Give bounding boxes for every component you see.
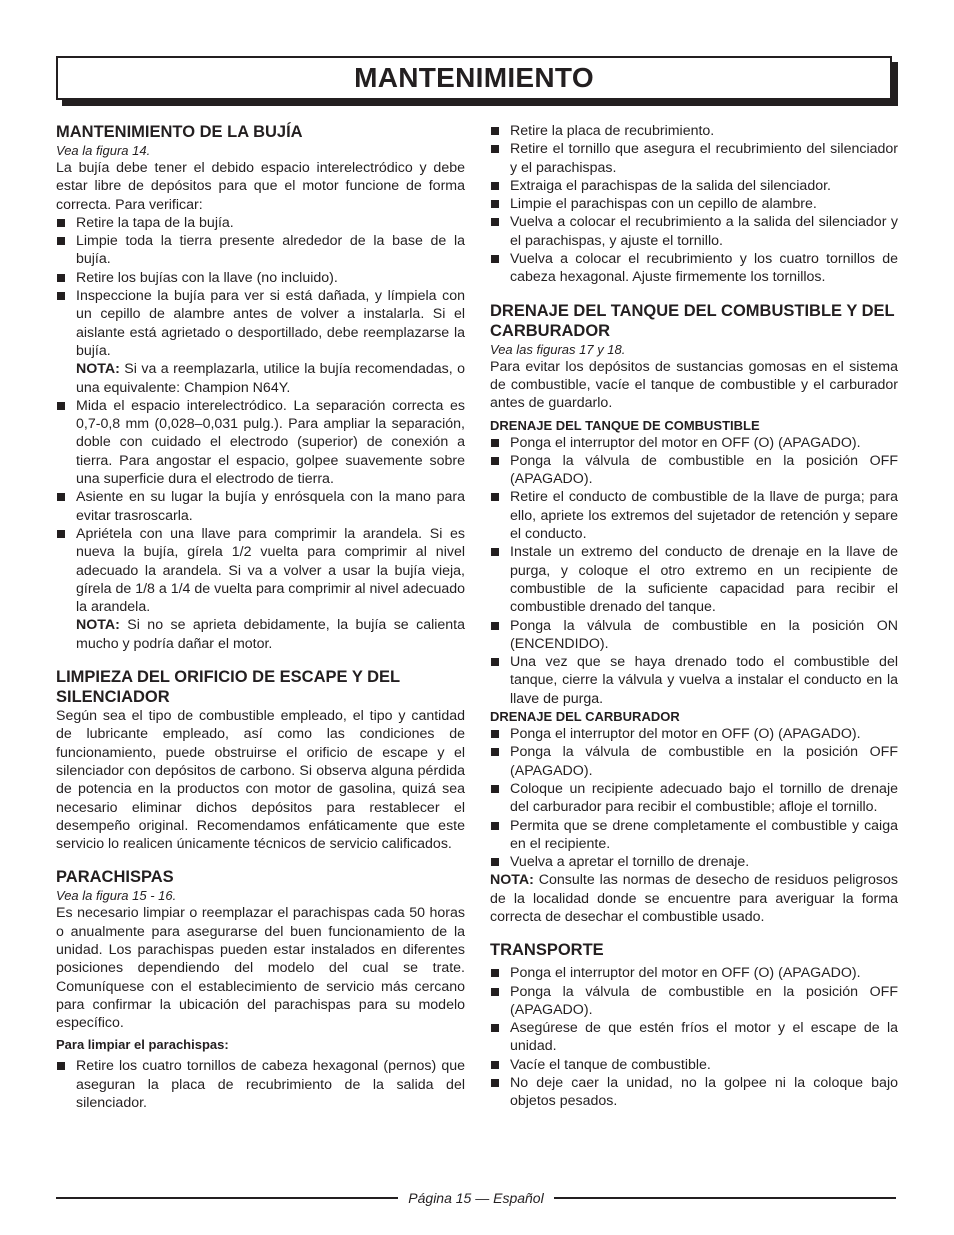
bullet-square-icon	[57, 402, 65, 410]
note: NOTA: Si no se aprieta debidamente, la bujía se calienta mucho y podría dañar el motor.	[76, 617, 465, 652]
list-item: Ponga el interruptor del motor en OFF (O) (APAGADO).	[490, 434, 898, 452]
bullet-square-icon	[491, 822, 499, 830]
note: NOTA: Consulte las normas de desecho de residuos peligrosos de la localidad donde se encuentre para averiguar la forma correcta de desechar el combustible usado.	[490, 872, 898, 925]
bullet-square-icon	[57, 292, 65, 300]
list-item: Ponga el interruptor del motor en OFF (O) (APAGADO).	[490, 725, 898, 743]
bullet-square-icon	[491, 730, 499, 738]
page-title: MANTENIMIENTO	[354, 62, 594, 93]
bullet-square-icon	[491, 1024, 499, 1032]
list-item: Vuelva a colocar el recubrimiento a la salida del silenciador y el parachispas, y ajuste el tornillo.	[490, 213, 898, 250]
bullet-square-icon	[491, 457, 499, 465]
list-item: Vuelva a apretar el tornillo de drenaje.	[490, 853, 898, 871]
bullet-square-icon	[491, 748, 499, 756]
list-item: Asiente en su lugar la bujía y enrósquela con la mano para evitar trasroscarla.	[56, 488, 465, 525]
section-heading-parachispas: PARACHISPAS	[56, 868, 174, 887]
list-item: Inspeccione la bujía para ver si está dañada, y límpiela con un cepillo de alambre antes de volver a instalarla. Si el aislante está agrietado o desportillado, debe reemplazarse la bujía.	[56, 287, 465, 360]
list-item: Asegúrese de que estén fríos el motor y el escape de la unidad.	[490, 1019, 898, 1056]
figure-ref: Vea la figura 15 - 16.	[56, 888, 177, 904]
list-item: Ponga la válvula de combustible en la posición OFF (APAGADO).	[490, 452, 898, 489]
subheading: DRENAJE DEL TANQUE DE COMBUSTIBLE	[490, 417, 760, 433]
paragraph: Es necesario limpiar o reemplazar el parachispas cada 50 horas o anualmente para asegurarse del buen funcionamiento de la unidad. Los parachispas pueden estar instalados en diferentes posiciones dependiendo del modelo del cual se trate. Comuníquese con el establecimiento de servicio más cercano para confirmar la ubicación del parachispas para su modelo específico.	[56, 905, 465, 1032]
bullet-square-icon	[491, 988, 499, 996]
section-heading-transporte: TRANSPORTE	[490, 941, 604, 960]
list-item: Limpie toda la tierra presente alrededor de la base de la bujía.	[56, 232, 465, 269]
bullet-list	[56, 397, 465, 617]
bullet-square-icon	[57, 274, 65, 282]
bullet-list	[490, 122, 898, 287]
bullet-square-icon	[57, 219, 65, 227]
footer-rule-left	[56, 1197, 398, 1199]
bullet-square-icon	[491, 255, 499, 263]
section-heading-escape: LIMPIEZA DEL ORIFICIO DE ESCAPE Y DEL SILENCIADOR	[56, 668, 400, 707]
bullet-square-icon	[57, 530, 65, 538]
bullet-square-icon	[491, 200, 499, 208]
bullet-list	[490, 964, 898, 1110]
list-item: Apriétela con una llave para comprimir la arandela. Si es nueva la bujía, gírela 1/2 vuelta para comprimir al nivel adecuado la arandela. Si va a volver a usar la bujía vieja, gírela de 1/8 a 1/4 de vuelta para comprimir al nivel adecuado la arandela.	[56, 525, 465, 616]
bullet-square-icon	[57, 237, 65, 245]
bullet-list	[56, 214, 465, 360]
list-item: Vuelva a colocar el recubrimiento y los cuatro tornillos de cabeza hexagonal. Ajuste firmemente los tornillos.	[490, 250, 898, 287]
bullet-square-icon	[491, 145, 499, 153]
bullet-square-icon	[491, 439, 499, 447]
list-item: Retire el conducto de combustible de la llave de purga; para ello, apriete los extremos del sujetador de retención y separe el conducto.	[490, 488, 898, 543]
list-item: Una vez que se haya drenado todo el combustible del tanque, cierre la válvula y vuelva a instalar el conducto en la llave de purga.	[490, 653, 898, 708]
bullet-square-icon	[491, 182, 499, 190]
page-footer	[56, 1188, 896, 1208]
list-item: No deje caer la unidad, no la golpee ni la coloque bajo objetos pesados.	[490, 1074, 898, 1111]
list-item: Instale un extremo del conducto de drenaje en la llave de purga, y coloque el otro extremo en un recipiente de combustible de la suficiente capacidad para recibir el combustible drenado del tanque.	[490, 543, 898, 616]
bullet-list	[56, 1057, 465, 1112]
paragraph: Para evitar los depósitos de sustancias gomosas en el sistema de combustible, vacíe el tanque de combustible y el carburador antes de guardarlo.	[490, 358, 898, 412]
paragraph: La bujía debe tener el debido espacio interelectródico y debe estar libre de depósitos para que el motor funcione de forma correcta. Para verificar:	[56, 160, 465, 213]
list-item: Retire la placa de recubrimiento.	[490, 122, 898, 140]
list-item: Mida el espacio interelectródico. La separación correcta es 0,7-0,8 mm (0,028–0,031 pulg.). Para ampliar la separación, doble con cuidado el electrodo (superior) de conexión a tierra. Para angostar el espacio, golpee suavemente sobre una superficie dura el electrodo de tierra.	[56, 397, 465, 488]
list-item: Extraiga el parachispas de la salida del silenciador.	[490, 177, 898, 195]
list-item: Ponga la válvula de combustible en la posición OFF (APAGADO).	[490, 743, 898, 780]
list-item: Ponga la válvula de combustible en la posición OFF (APAGADO).	[490, 983, 898, 1020]
list-item: Retire el tornillo que asegura el recubrimiento del silenciador y el parachispas.	[490, 140, 898, 177]
subheading: Para limpiar el parachispas:	[56, 1037, 229, 1053]
bullet-square-icon	[491, 1061, 499, 1069]
bullet-list	[490, 434, 898, 708]
list-item: Vacíe el tanque de combustible.	[490, 1056, 898, 1074]
bullet-square-icon	[491, 969, 499, 977]
bullet-square-icon	[491, 1079, 499, 1087]
note: NOTA: Si va a reemplazarla, utilice la bujía recomendadas, o una equivalente: Champion N64Y.	[76, 361, 465, 396]
bullet-square-icon	[491, 218, 499, 226]
list-item: Retire los cuatro tornillos de cabeza hexagonal (pernos) que aseguran la placa de recubrimiento de la salida del silenciador.	[56, 1057, 465, 1112]
list-item: Ponga la válvula de combustible en la posición ON (ENCENDIDO).	[490, 617, 898, 654]
subheading: DRENAJE DEL CARBURADOR	[490, 709, 680, 725]
bullet-square-icon	[57, 1062, 65, 1070]
bullet-square-icon	[491, 658, 499, 666]
figure-ref: Vea la figura 14.	[56, 143, 151, 158]
list-item: Coloque un recipiente adecuado bajo el tornillo de drenaje del carburador para recibir el combustible; afloje el tornillo.	[490, 780, 898, 817]
paragraph: Según sea el tipo de combustible empleado, el tipo y cantidad de lubricante empleado, así como las condiciones de funcionamiento, puede obstruirse el orificio de escape y el silenciador con depósitos de carbono. Si observa alguna pérdida de potencia en la productos con motor de gasolina, quizá sea necesario eliminar dichos depósitos para restablecer el desempeño original. Recomendamos enfáticamente que este servicio lo realicen únicamente técnicos de servicio calificados.	[56, 708, 465, 853]
list-item: Retire los bujías con la llave (no incluido).	[56, 269, 465, 287]
figure-ref: Vea las figuras 17 y 18.	[490, 341, 626, 357]
section-heading-bujia: MANTENIMIENTO DE LA BUJÍA	[56, 123, 303, 141]
list-item: Retire la tapa de la bujía.	[56, 214, 465, 232]
list-item: Ponga el interruptor del motor en OFF (O) (APAGADO).	[490, 964, 898, 982]
section-heading-drenaje: DRENAJE DEL TANQUE DEL COMBUSTIBLE Y DEL CARBURADOR	[490, 301, 895, 340]
bullet-square-icon	[491, 493, 499, 501]
bullet-list	[490, 725, 898, 871]
footer-rule-right	[554, 1197, 896, 1199]
bullet-square-icon	[491, 548, 499, 556]
bullet-square-icon	[491, 622, 499, 630]
page-number: Página 15 — Español	[408, 1190, 544, 1206]
bullet-square-icon	[491, 858, 499, 866]
right-column	[490, 122, 898, 1111]
bullet-square-icon	[57, 493, 65, 501]
list-item: Permita que se drene completamente el combustible y caiga en el recipiente.	[490, 817, 898, 854]
left-column	[56, 122, 465, 1112]
bullet-square-icon	[491, 127, 499, 135]
bullet-square-icon	[491, 785, 499, 793]
page-title-box	[56, 56, 892, 100]
list-item: Limpie el parachispas con un cepillo de alambre.	[490, 195, 898, 213]
